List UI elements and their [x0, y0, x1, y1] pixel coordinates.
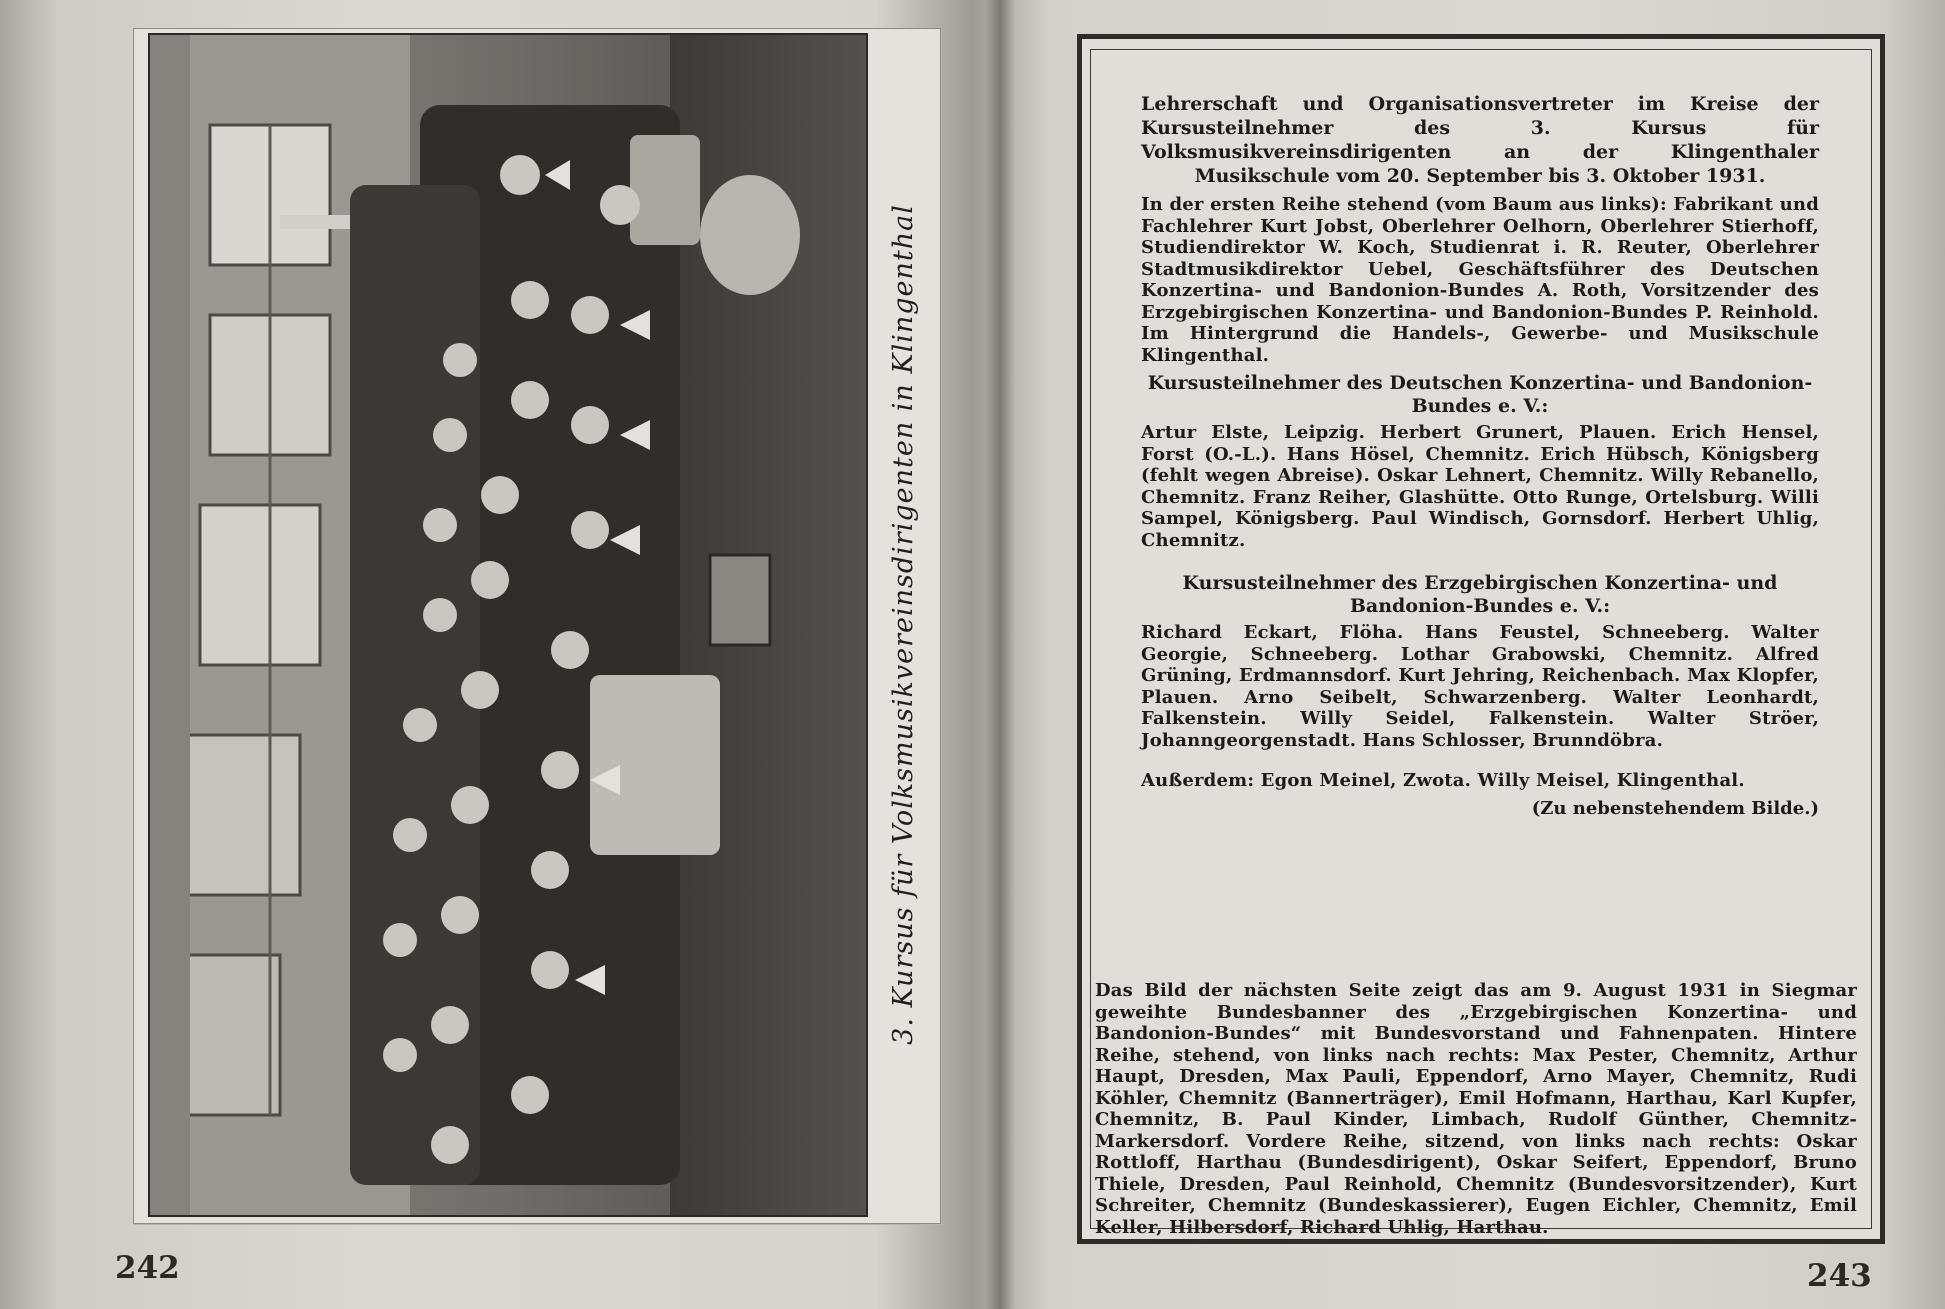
next-page-caption-block	[1095, 980, 1857, 1238]
photo-caption	[872, 29, 934, 1219]
photo-caption-text: 3. Kursus für Volksmusikvereinsdirigenten in Klingenthal	[887, 203, 919, 1045]
page-number-right: 243	[1807, 1258, 1872, 1294]
next-page-caption: Das Bild der nächsten Seite zeigt das am 9. August 1931 in Siegmar geweihte Bundesbanner des „Erzgebirgischen Konzertina- und Bandonion-Bundes“ mit Bundesvorstand und Fahnenpaten. Hintere Reihe, stehend, von links nach rechts: Max Pester, Chemnitz, Arthur Haupt, Dresden, Max Pauli, Eppendorf, Arno Mayer, Chemnitz, Rudi Köhler, Chemnitz (Bannerträger), Emil Hofmann, Harthau, Karl Kupfer, Chemnitz, B. Paul Kinder, Limbach, Rudolf Günther, Chemnitz-Markersdorf. Vordere Reihe, sitzend, von links nach rechts: Oskar Rottloff, Harthau (Bundesdirigent), Oskar Seifert, Eppendorf, Bruno Thiele, Dresden, Paul Reinhold, Chemnitz (Bundesvorsitzender), Kurt Schreiter, Chemnitz (Bundeskassierer), Eugen Eichler, Chemnitz, Emil Keller, Hilbersdorf, Richard Uhlig, Harthau.	[1095, 980, 1857, 1238]
group1-heading: Kursusteilnehmer des Deutschen Konzertina- und Bandonion-Bundes e. V.:	[1147, 372, 1813, 417]
caption-text-block	[1141, 194, 1819, 366]
caption-heading-block	[1141, 92, 1819, 188]
page-number-left: 242	[115, 1250, 180, 1286]
caption-text: In der ersten Reihe stehend (vom Baum aus links): Fabrikant und Fachlehrer Kurt Jobst, Oberlehrer Oelhorn, Oberlehrer Stierhoff, Studiendirektor W. Koch, Studienrat i. R. Reuter, Oberlehrer Stadtmusikdirektor Uebel, Geschäftsführer des Deutschen Konzertina- und Bandonion-Bundes A. Roth, Vorsitzender des Erzgebirgischen Konzertina- und Bandonion-Bundes P. Reinhold. Im Hintergrund die Handels-, Gewerbe- und Musikschule Klingenthal.	[1141, 194, 1819, 366]
caption-text-box	[1077, 34, 1885, 1244]
photo-plate	[133, 28, 941, 1224]
group2-heading: Kursusteilnehmer des Erzgebirgischen Konzertina- und Bandonion-Bundes e. V.:	[1182, 572, 1778, 617]
group1-block	[1141, 372, 1819, 551]
caption-heading: Lehrerschaft und Organisationsvertreter im Kreise der Kursusteilnehmer des 3. Kursus für Volksmusikvereinsdirigenten an der Klingenthaler Musikschule vom 20. September bis 3. Oktober 1931.	[1141, 93, 1819, 187]
book-gutter	[985, 0, 1015, 1309]
group2-block	[1141, 572, 1819, 751]
group2-text: Richard Eckart, Flöha. Hans Feustel, Schneeberg. Walter Georgie, Schneeberg. Lothar Grabowski, Chemnitz. Alfred Grüning, Erdmannsdorf. Kurt Jehring, Reichenbach. Max Klopfer, Plauen. Arno Seibelt, Schwarzenberg. Walter Leonhardt, Falkenstein. Willy Seidel, Falkenstein. Walter Ströer, Johanngeorgenstadt. Hans Schlosser, Brunndöbra.	[1141, 622, 1819, 751]
extra-block	[1141, 770, 1819, 819]
reference-note: (Zu nebenstehendem Bilde.)	[1531, 797, 1819, 819]
extra-text: Außerdem: Egon Meinel, Zwota. Willy Meisel, Klingenthal.	[1141, 770, 1745, 791]
caption-text-inner-frame	[1090, 49, 1872, 1238]
group-photo-image	[150, 35, 866, 1215]
group-photograph	[148, 33, 868, 1217]
group1-text: Artur Elste, Leipzig. Herbert Grunert, Plauen. Erich Hensel, Forst (O.-L.). Hans Hösel, Chemnitz. Erich Hübsch, Königsberg (fehlt wegen Abreise). Oskar Lehnert, Chemnitz. Willy Rebanello, Chemnitz. Franz Reiher, Glashütte. Otto Runge, Ortelsburg. Willi Sampel, Königsberg. Paul Windisch, Gornsdorf. Herbert Uhlig, Chemnitz.	[1141, 422, 1819, 551]
